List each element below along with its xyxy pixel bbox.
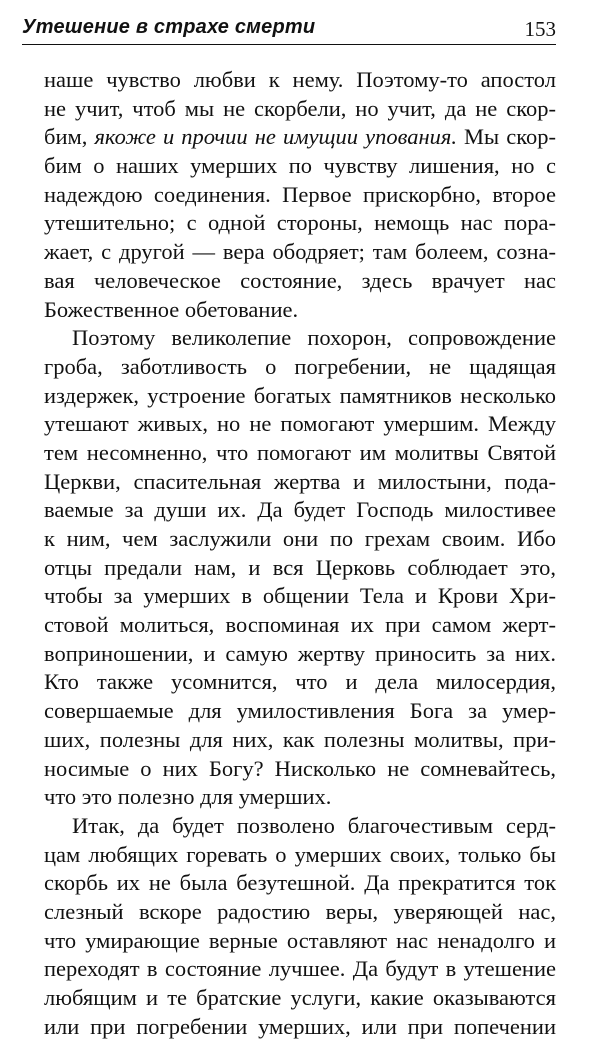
text-line: скорбь их не была безутешной. Да прекратится ток: [44, 870, 556, 896]
text-line: переходят в состояние лучшее. Да будут в утешение: [44, 956, 556, 982]
text-line: что это полезно для умерших.: [44, 784, 332, 810]
text-line: надеждою соединения. Первое прискорбно, второе: [44, 181, 556, 207]
text-line: отцы предали нам, и вся Церковь соблюдает это,: [44, 554, 556, 580]
scripture-quote: якоже и прочии не имущии упования.: [94, 124, 457, 150]
text-line: Итак, да будет позволено благочестивым серд-: [72, 812, 556, 838]
text-line: Поэтому великолепие похорон, сопровождение: [72, 325, 556, 351]
text-line: издержек, устроение богатых памятников несколько: [44, 382, 556, 408]
text-line: утешительно; с одной стороны, немощь нас пора-: [44, 210, 556, 236]
text-line: носимые о них Богу? Нисколько не сомневайтесь,: [44, 755, 556, 781]
paragraph: [44, 66, 556, 324]
text-line: бим о наших умерших по чувству лишения, но с: [44, 153, 556, 179]
paragraph: [44, 812, 556, 1041]
text-line: совершаемые для умилостивления Бога за умер-: [44, 698, 556, 724]
text-line: Кто также усомнится, что и дела милосердия,: [44, 669, 556, 695]
text-line: тем несомненно, что помогают им молитвы Святой: [44, 439, 556, 465]
text-line: бим, якоже и прочии не имущии упования. Мы скор-: [44, 124, 556, 150]
paragraph: [44, 324, 556, 812]
body-text: [44, 66, 556, 1041]
running-title: Утешение в страхе смерти: [22, 16, 316, 38]
text-line: воприношении, и самую жертву приносить за них.: [44, 640, 556, 666]
text-line: гроба, заботливость о погребении, не щадящая: [44, 353, 556, 379]
text-line: к ним, чем заслужили они по грехам своим. Ибо: [44, 526, 556, 551]
text-line: цам любящих горевать о умерших своих, только бы: [44, 841, 556, 867]
text-line: утешают живых, но не помогают умершим. Между: [44, 411, 556, 437]
text-line: любящим и те братские услуги, какие оказываются: [44, 985, 556, 1010]
text-line: стовой молиться, воспоминая их при самом жерт-: [44, 612, 556, 638]
text-line: или при погребении умерших, или при попечении: [44, 1013, 556, 1039]
text-line: жает, с другой — вера ободряет; там болеем, созна-: [44, 239, 556, 265]
page-number: 153: [524, 17, 556, 41]
text-line: ших, полезны для них, как полезны молитвы, при-: [44, 726, 556, 752]
text-line: не учит, чтоб мы не скорбели, но учит, да не скор-: [44, 95, 556, 121]
text-line: что умирающие верные оставляют нас ненадолго и: [44, 927, 556, 953]
text-line: наше чувство любви к нему. Поэтому-то апостол: [44, 67, 556, 92]
text-line: Божественное обетование.: [44, 296, 299, 322]
text-line: ваемые за души их. Да будет Господь милостивее: [44, 497, 556, 523]
text-line: Церкви, спасительная жертва и милостыни, пода-: [44, 468, 556, 494]
text-line: слезный вскоре радостию веры, уверяющей нас,: [44, 898, 556, 924]
text-line: чтобы за умерших в общении Тела и Крови Хри-: [44, 583, 556, 609]
text-line: вая человеческое состояние, здесь врачует нас: [44, 267, 556, 293]
running-header: [22, 14, 556, 45]
